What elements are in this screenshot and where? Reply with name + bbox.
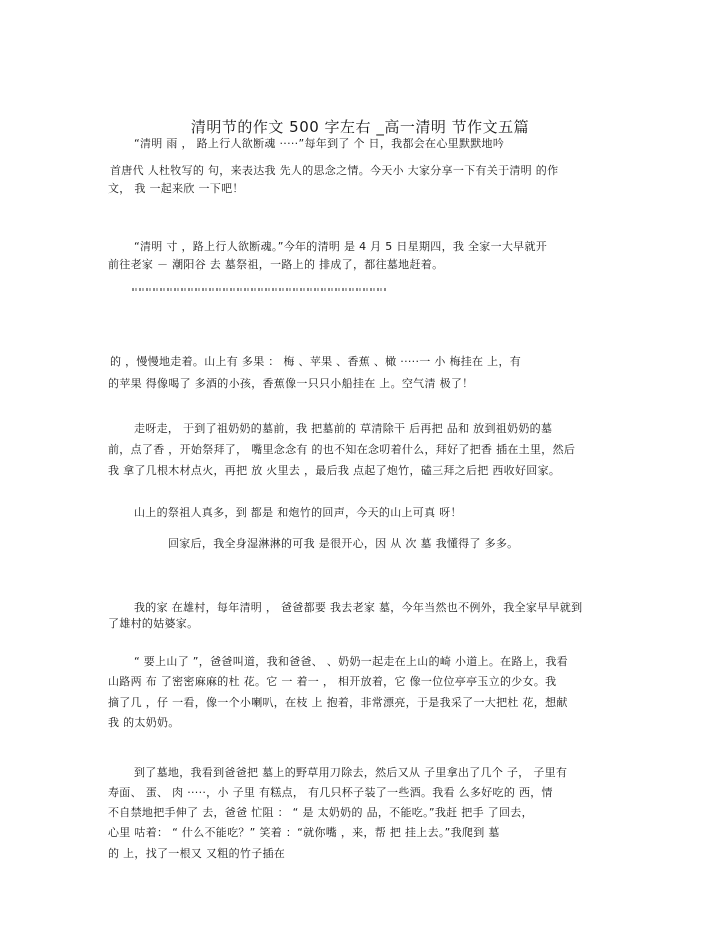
paragraph-line: “清明 雨 ， 路上行人欲断魂 ·····”每年到了 个 日，我都会在心里默默地吟 — [134, 137, 505, 150]
paragraph-line: 回家后，我全身湿淋淋的可我 是很开心，因 从 次 墓 我懂得了 多多。 — [168, 537, 519, 550]
paragraph-line: 不自禁地把手伸了 去，爸爸 忙阻 ： “ 是 太奶奶的 品，不能吃。”我赶 把手 了回去， — [108, 806, 533, 819]
paragraph-line: “ 要上山了 ”，爸爸叫道，我和爸爸、 、奶奶一起走在上山的崎 小道上。在路上，我看 — [134, 655, 568, 668]
document-title: 清明节的作文 500 字左右 _高一清明 节作文五篇 — [190, 118, 530, 136]
paragraph-line: 的 ，慢慢地走着。山上有 多果 ： 梅 、苹果 、香蕉 、橄 ·····一 小 梅挂在 上，有 — [110, 355, 522, 368]
paragraph-line: “清明 寸 ，路上行人欲断魂。”今年的清明 是 4 月 5 日星期四，我 全家一大早就开 — [134, 240, 548, 253]
paragraph-line: 前往老家 － 潮阳谷 去 墓祭祖，一路上的 排成了，都往墓地赶着。 — [108, 258, 444, 271]
scan-noise-line — [132, 288, 386, 291]
paragraph-line: 首唐代 人杜牧写的 句，来表达我 先人的思念之情。今天小 大家分享一下有关于清明 的作 — [110, 164, 559, 177]
paragraph-line: 到了墓地，我看到爸爸把 墓上的野草用刀除去，然后又从 子里拿出了几个 子， 子里有 — [134, 766, 568, 779]
paragraph-line: 文， 我 一起来欣 一下吧！ — [108, 182, 244, 195]
paragraph-line: 的 上，找了一根又 又粗的竹子插在 — [108, 847, 286, 860]
paragraph-line: 我的家 在雄村，每年清明 ， 爸爸都要 我去老家 墓，今年当然也不例外，我全家早早就到 — [134, 601, 583, 614]
paragraph-line: 山上的祭祖人真多，到 都是 和炮竹的回声，今天的山上可真 呀！ — [134, 506, 462, 519]
paragraph-line: 摘了几 ，仔 一看，像一个小喇叭，在枝 上 抱着，非常漂亮，于是我采了一大把杜 花，想献 — [108, 696, 568, 709]
paragraph-line: 了雄村的姑婆家。 — [108, 617, 199, 630]
paragraph-line: 我 拿了几根木材点火，再把 放 火里去 ，最后我 点起了炮竹，磕三拜之后把 西收好回家。 — [108, 464, 561, 477]
paragraph-line: 前，点了香 ，开始祭拜了， 嘴里念念有 的也不知在念叨着什么，拜好了把香 插在土里，然后 — [108, 443, 576, 456]
paragraph-line: 寿面、 蛋、 肉 ·····，小 子里 有糕点， 有几只杯子装了一些酒。我看 么多好吃的 西，情 — [108, 786, 553, 799]
paragraph-line: 心里 咕着： “ 什么不能吃？” 笑着 ：“就你嘴 ，来，帮 把 挂上去。”我爬到 墓 — [108, 826, 500, 839]
paragraph-line: 我 的太奶奶。 — [108, 716, 180, 729]
paragraph-line: 的苹果 得像喝了 多酒的小孩，香蕉像一只只小船挂在 上。空气清 极了！ — [108, 377, 474, 390]
paragraph-line: 山路两 布 了密密麻麻的杜 花。它 一 着一 ， 相开放着，它 像一位位亭亭玉立的少女。我 — [108, 675, 557, 688]
paragraph-line: 走呀走， 于到了祖奶奶的墓前，我 把墓前的 草清除干 后再把 品和 放到祖奶奶的墓 — [134, 422, 553, 435]
